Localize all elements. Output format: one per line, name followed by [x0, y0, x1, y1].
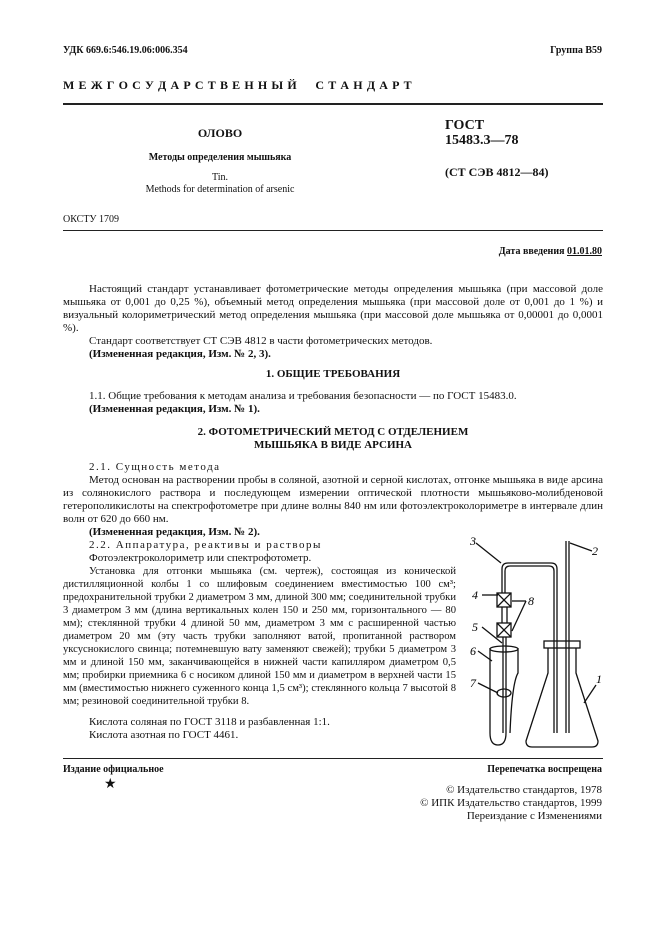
group-code: Группа В59: [550, 45, 602, 56]
intro-date: [499, 246, 602, 257]
star-mark: ★: [104, 777, 117, 792]
figure-label-6: 6: [470, 644, 476, 658]
intro-date-label: Дата введения: [498, 246, 565, 257]
figure-label-4: 4: [472, 588, 478, 602]
figure-label-7: 7: [470, 676, 476, 690]
section2-heading-2: МЫШЬЯКА В ВИДЕ АРСИНА: [254, 439, 412, 451]
doc-title-en-2: Methods for determination of arsenic: [145, 184, 295, 195]
standard-banner: М Е Ж Г О С У Д А Р С Т В Е Н Н Ы Й С Т А Н Д А Р Т: [63, 78, 413, 92]
copyright-1999: © ИПК Издательство стандартов, 1999: [420, 797, 602, 809]
apparatus-description: Установка для отгонки мышьяка (см. чертеж), состоящая из конической дистилляционной колбы 1 со шлифовым соединением вместимостью 100 см³; предохранительной трубки 2 диаметром 3 мм, длиной 300 мм; соединительной трубки 3 диаметром 3 мм (длина вертикальных колен 150 и 250 мм, горизонтального — 80 мм); стеклянной трубки 4 длиной 50 мм, диаметром 3 мм с расширенной частью диаметром 20 мм (эту часть трубки заполняют ватой, пропитанной раствором уксуснокислого свинца; потемневшую вату заменяют свежей); трубки 5 диаметром 3 мм и длиной 150 мм, заканчивающейся в нижней части капилляром диаметром 0,5 мм; пробирки приемника 6 с носиком длиной 150 мм и диаметром в верхней части 15 мм (вместимостью нижнего суженного конца 1,5 см³); стеклянного кольца 7 высотой 8 мм; резиновой соединительной трубки 8.: [63, 566, 456, 707]
banner-rule: [63, 103, 603, 105]
figure-label-8: 8: [528, 594, 534, 608]
reprint-notice: Перепечатка воспрещена: [487, 764, 602, 775]
section1-amendment: (Измененная редакция, Изм. № 1).: [89, 403, 260, 415]
section1-heading: 1. ОБЩИЕ ТРЕБОВАНИЯ: [265, 368, 401, 380]
intro-date-value: 01.01.80: [567, 246, 602, 257]
section2-heading-1: 2. ФОТОМЕТРИЧЕСКИЙ МЕТОД С ОТДЕЛЕНИЕМ: [197, 426, 469, 438]
method-essence: Метод основан на растворении пробы в соляной, азотной и серной кислотах, отгонке мышьяка в виде арсина из солянокислого раствора и последующем измерении оптической плотности мышьяково-молибденовой гетерополикислоты на спектрофотометре при длине волны 840 нм или фотоэлектроколориметре в интервале длин волн от 620 до 660 нм.: [63, 474, 603, 525]
official-edition: Издание официальное: [63, 764, 164, 775]
connecting-tube: [505, 566, 554, 733]
oksu-code: ОКСТУ 1709: [63, 214, 120, 225]
flask-stopper: [544, 641, 580, 648]
doc-title-en-1: Tin.: [211, 172, 229, 183]
subsection-2-2: 2.2. Аппаратура, реактивы и растворы: [89, 539, 322, 551]
copyright-1978: © Издательство стандартов, 1978: [446, 784, 602, 796]
intro-paragraph: Настоящий стандарт устанавливает фотометрические методы определения мышьяка (при массовой доле мышьяка от 0,001 до 0,25 %), объемный метод определения мышьяка (при массовой доле от 0,001 до 1 %) и визуальный колориметрический метод определения мышьяка (при массовой доле мышьяка от 0,00001 до 0,0001 %).: [63, 283, 603, 334]
doc-subtitle: Методы определения мышьяка: [148, 152, 292, 163]
distillation-apparatus-drawing: [468, 533, 608, 758]
figure-label-1: 1: [596, 672, 602, 686]
reagent-hcl: Кислота соляная по ГОСТ 3118 и разбавленная 1:1.: [89, 716, 330, 728]
subsection-2-1: 2.1. Сущность метода: [89, 461, 221, 473]
section1-text: 1.1. Общие требования к методам анализа и требования безопасности — по ГОСТ 15483.0.: [89, 390, 517, 402]
st-sev-ref: (СТ СЭВ 4812—84): [445, 165, 549, 179]
figure-label-2: 2: [592, 544, 598, 558]
intro-amendment: (Измененная редакция, Изм. № 2, 3).: [89, 348, 271, 360]
section2-amendment: (Измененная редакция, Изм. № 2).: [89, 526, 260, 538]
reissue-note: Переиздание с Изменениями: [466, 810, 602, 822]
doc-title: ОЛОВО: [197, 126, 243, 140]
intro-compliance: Стандарт соответствует СТ СЭВ 4812 в части фотометрических методов.: [89, 335, 433, 347]
glass-ring: [497, 689, 511, 697]
footer-rule: [63, 758, 603, 759]
figure-label-3: 3: [470, 534, 476, 548]
reagent-hno3: Кислота азотная по ГОСТ 4461.: [89, 729, 239, 741]
gost-number: 15483.3—78: [445, 133, 519, 148]
udk-code: УДК 669.6:546.19.06:006.354: [63, 45, 188, 56]
gost-label: ГОСТ: [445, 118, 485, 133]
figure-label-5: 5: [472, 620, 478, 634]
title-rule: [63, 230, 603, 231]
equipment-photometer: Фотоэлектроколориметр или спектрофотометр.: [89, 552, 312, 564]
